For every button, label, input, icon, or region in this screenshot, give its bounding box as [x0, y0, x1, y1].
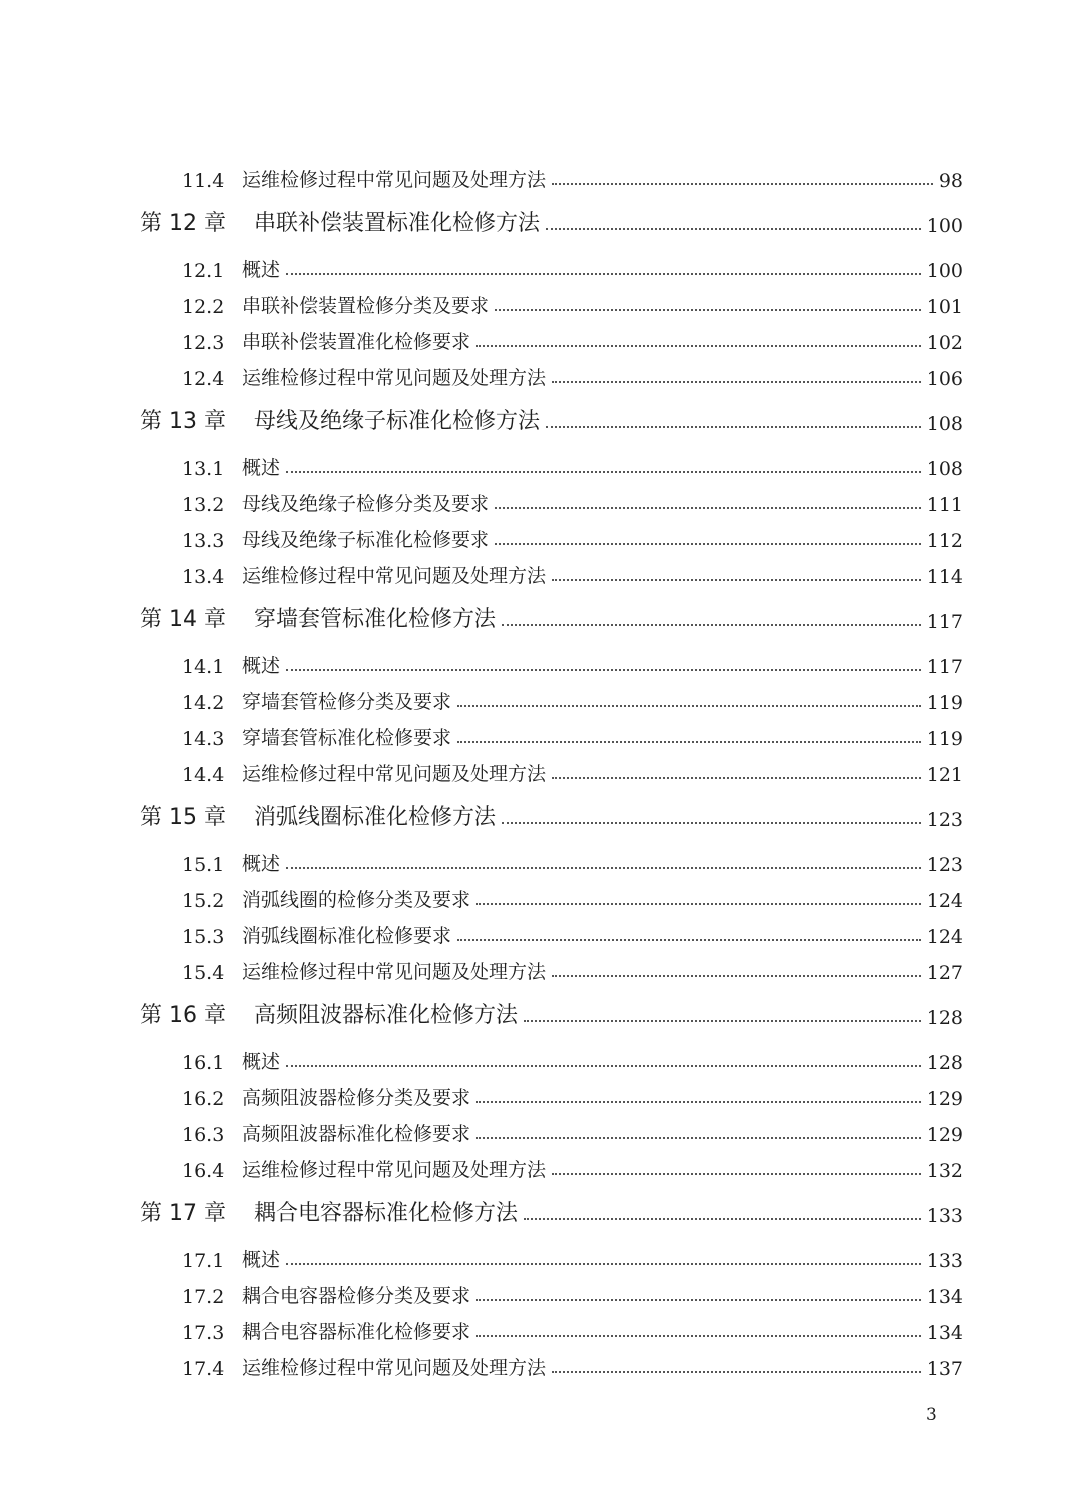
- section-number: 13.1: [182, 458, 225, 480]
- chapter-title: 串联补偿装置标准化检修方法: [254, 211, 541, 236]
- dot-leader: [495, 308, 921, 311]
- toc-section-entry[interactable]: [182, 486, 963, 516]
- section-number: 14.2: [182, 692, 225, 714]
- chapter-number: 第 15 章: [140, 805, 226, 830]
- dot-leader: [552, 1172, 921, 1175]
- toc-page-number: 128: [926, 1007, 963, 1029]
- toc-page-number: 114: [926, 566, 963, 588]
- toc-chapter-entry[interactable]: [140, 603, 963, 633]
- section-title: 高频阻波器标准化检修要求: [242, 1123, 471, 1145]
- chapter-number: 第 12 章: [140, 211, 226, 236]
- dot-leader: [552, 974, 921, 977]
- toc-page-number: 106: [926, 368, 963, 390]
- toc-page-number: 134: [926, 1286, 963, 1308]
- section-title: 耦合电容器标准化检修要求: [242, 1321, 471, 1343]
- dot-leader: [286, 668, 921, 671]
- toc-section-entry[interactable]: [182, 360, 963, 390]
- toc-section-entry[interactable]: [182, 162, 963, 192]
- section-title: 消弧线圈标准化检修要求: [242, 925, 452, 947]
- dot-leader: [546, 227, 921, 230]
- toc-page-number: 134: [926, 1322, 963, 1344]
- section-number: 13.4: [182, 566, 225, 588]
- toc-page-number: 101: [926, 296, 963, 318]
- toc-section-entry[interactable]: [182, 1314, 963, 1344]
- dot-leader: [476, 902, 921, 905]
- toc-section-entry[interactable]: [182, 1044, 963, 1074]
- section-title: 概述: [242, 259, 281, 281]
- toc-page-number: 117: [926, 611, 963, 633]
- dot-leader: [457, 740, 921, 743]
- toc-page-number: 133: [926, 1250, 963, 1272]
- dot-leader: [502, 821, 921, 824]
- section-title: 母线及绝缘子标准化检修要求: [242, 529, 490, 551]
- toc-section-entry[interactable]: [182, 684, 963, 714]
- toc-page-number: 108: [926, 458, 963, 480]
- section-title: 串联补偿装置准化检修要求: [242, 331, 471, 353]
- toc-chapter-entry[interactable]: [140, 207, 963, 237]
- section-title: 运维检修过程中常见问题及处理方法: [242, 1357, 547, 1379]
- dot-leader: [552, 182, 933, 185]
- section-title: 运维检修过程中常见问题及处理方法: [242, 169, 547, 191]
- toc-section-entry[interactable]: [182, 648, 963, 678]
- section-title: 运维检修过程中常见问题及处理方法: [242, 763, 547, 785]
- section-title: 母线及绝缘子检修分类及要求: [242, 493, 490, 515]
- section-number: 12.2: [182, 296, 225, 318]
- toc-page-number: 124: [926, 890, 963, 912]
- chapter-number: 第 14 章: [140, 607, 226, 632]
- toc-page-number: 133: [926, 1205, 963, 1227]
- section-title: 耦合电容器检修分类及要求: [242, 1285, 471, 1307]
- toc-page-number: 129: [926, 1088, 963, 1110]
- toc-section-entry[interactable]: [182, 882, 963, 912]
- toc-chapter-entry[interactable]: [140, 999, 963, 1029]
- dot-leader: [502, 623, 921, 626]
- section-number: 14.3: [182, 728, 225, 750]
- toc-page-number: 112: [926, 530, 963, 552]
- toc-chapter-entry[interactable]: [140, 1197, 963, 1227]
- toc-section-entry[interactable]: [182, 1242, 963, 1272]
- section-title: 概述: [242, 853, 281, 875]
- dot-leader: [286, 866, 921, 869]
- toc-section-entry[interactable]: [182, 1152, 963, 1182]
- toc-page-number: 132: [926, 1160, 963, 1182]
- section-number: 15.1: [182, 854, 225, 876]
- chapter-title: 高频阻波器标准化检修方法: [254, 1003, 519, 1028]
- toc-section-entry[interactable]: [182, 756, 963, 786]
- section-title: 运维检修过程中常见问题及处理方法: [242, 1159, 547, 1181]
- section-number: 16.1: [182, 1052, 225, 1074]
- chapter-title: 消弧线圈标准化检修方法: [254, 805, 497, 830]
- toc-section-entry[interactable]: [182, 1350, 963, 1380]
- toc-page-number: 129: [926, 1124, 963, 1146]
- toc-section-entry[interactable]: [182, 1278, 963, 1308]
- dot-leader: [495, 542, 921, 545]
- chapter-number: 第 13 章: [140, 409, 226, 434]
- section-number: 12.4: [182, 368, 225, 390]
- section-number: 17.3: [182, 1322, 225, 1344]
- section-title: 概述: [242, 457, 281, 479]
- toc-page-number: 119: [926, 728, 963, 750]
- toc-page-number: 100: [926, 215, 963, 237]
- dot-leader: [552, 776, 921, 779]
- section-number: 14.1: [182, 656, 225, 678]
- dot-leader: [552, 380, 921, 383]
- toc-section-entry[interactable]: [182, 846, 963, 876]
- toc-section-entry[interactable]: [182, 558, 963, 588]
- dot-leader: [476, 1136, 921, 1139]
- chapter-number: 第 17 章: [140, 1201, 226, 1226]
- dot-leader: [552, 1370, 921, 1373]
- dot-leader: [476, 1298, 921, 1301]
- chapter-title: 母线及绝缘子标准化检修方法: [254, 409, 541, 434]
- toc-section-entry[interactable]: [182, 324, 963, 354]
- toc-page-number: 100: [926, 260, 963, 282]
- section-title: 运维检修过程中常见问题及处理方法: [242, 367, 547, 389]
- toc-page-number: 111: [926, 494, 963, 516]
- section-title: 串联补偿装置检修分类及要求: [242, 295, 490, 317]
- toc-page-number: 137: [926, 1358, 963, 1380]
- toc-chapter-entry[interactable]: [140, 801, 963, 831]
- dot-leader: [524, 1019, 921, 1022]
- section-title: 消弧线圈的检修分类及要求: [242, 889, 471, 911]
- toc-section-entry[interactable]: [182, 954, 963, 984]
- section-number: 14.4: [182, 764, 225, 786]
- dot-leader: [495, 506, 921, 509]
- dot-leader: [457, 704, 921, 707]
- dot-leader: [476, 1100, 921, 1103]
- page-number: 3: [926, 1405, 937, 1425]
- section-title: 运维检修过程中常见问题及处理方法: [242, 961, 547, 983]
- toc-chapter-entry[interactable]: [140, 405, 963, 435]
- section-number: 13.2: [182, 494, 225, 516]
- section-number: 15.3: [182, 926, 225, 948]
- dot-leader: [286, 272, 921, 275]
- section-title: 穿墙套管标准化检修要求: [242, 727, 452, 749]
- section-title: 概述: [242, 1051, 281, 1073]
- section-title: 高频阻波器检修分类及要求: [242, 1087, 471, 1109]
- section-number: 16.3: [182, 1124, 225, 1146]
- section-number: 16.2: [182, 1088, 225, 1110]
- dot-leader: [524, 1217, 921, 1220]
- toc-page-number: 123: [926, 854, 963, 876]
- toc-section-entry[interactable]: [182, 1116, 963, 1146]
- dot-leader: [457, 938, 921, 941]
- section-number: 16.4: [182, 1160, 225, 1182]
- section-title: 概述: [242, 1249, 281, 1271]
- toc-page-number: 123: [926, 809, 963, 831]
- chapter-title: 耦合电容器标准化检修方法: [254, 1201, 519, 1226]
- toc-page-number: 98: [938, 170, 963, 192]
- toc-section-entry[interactable]: [182, 522, 963, 552]
- section-number: 15.4: [182, 962, 225, 984]
- dot-leader: [476, 344, 921, 347]
- toc-section-entry[interactable]: [182, 252, 963, 282]
- dot-leader: [476, 1334, 921, 1337]
- section-number: 15.2: [182, 890, 225, 912]
- section-number: 17.4: [182, 1358, 225, 1380]
- dot-leader: [552, 578, 921, 581]
- toc-page-number: 117: [926, 656, 963, 678]
- toc-page-number: 102: [926, 332, 963, 354]
- section-title: 概述: [242, 655, 281, 677]
- section-number: 12.3: [182, 332, 225, 354]
- toc-page-number: 108: [926, 413, 963, 435]
- chapter-title: 穿墙套管标准化检修方法: [254, 607, 497, 632]
- section-title: 穿墙套管检修分类及要求: [242, 691, 452, 713]
- dot-leader: [286, 1064, 921, 1067]
- toc-page-number: 124: [926, 926, 963, 948]
- toc-page-number: 127: [926, 962, 963, 984]
- toc-page-number: 119: [926, 692, 963, 714]
- chapter-number: 第 16 章: [140, 1003, 226, 1028]
- section-number: 11.4: [182, 170, 225, 192]
- dot-leader: [286, 1262, 921, 1265]
- toc-section-entry[interactable]: [182, 450, 963, 480]
- section-number: 17.2: [182, 1286, 225, 1308]
- section-number: 17.1: [182, 1250, 225, 1272]
- dot-leader: [546, 425, 921, 428]
- toc-section-entry[interactable]: [182, 288, 963, 318]
- dot-leader: [286, 470, 921, 473]
- toc-section-entry[interactable]: [182, 918, 963, 948]
- toc-page-number: 128: [926, 1052, 963, 1074]
- toc-page-number: 121: [926, 764, 963, 786]
- section-title: 运维检修过程中常见问题及处理方法: [242, 565, 547, 587]
- section-number: 12.1: [182, 260, 225, 282]
- toc-section-entry[interactable]: [182, 1080, 963, 1110]
- section-number: 13.3: [182, 530, 225, 552]
- toc-section-entry[interactable]: [182, 720, 963, 750]
